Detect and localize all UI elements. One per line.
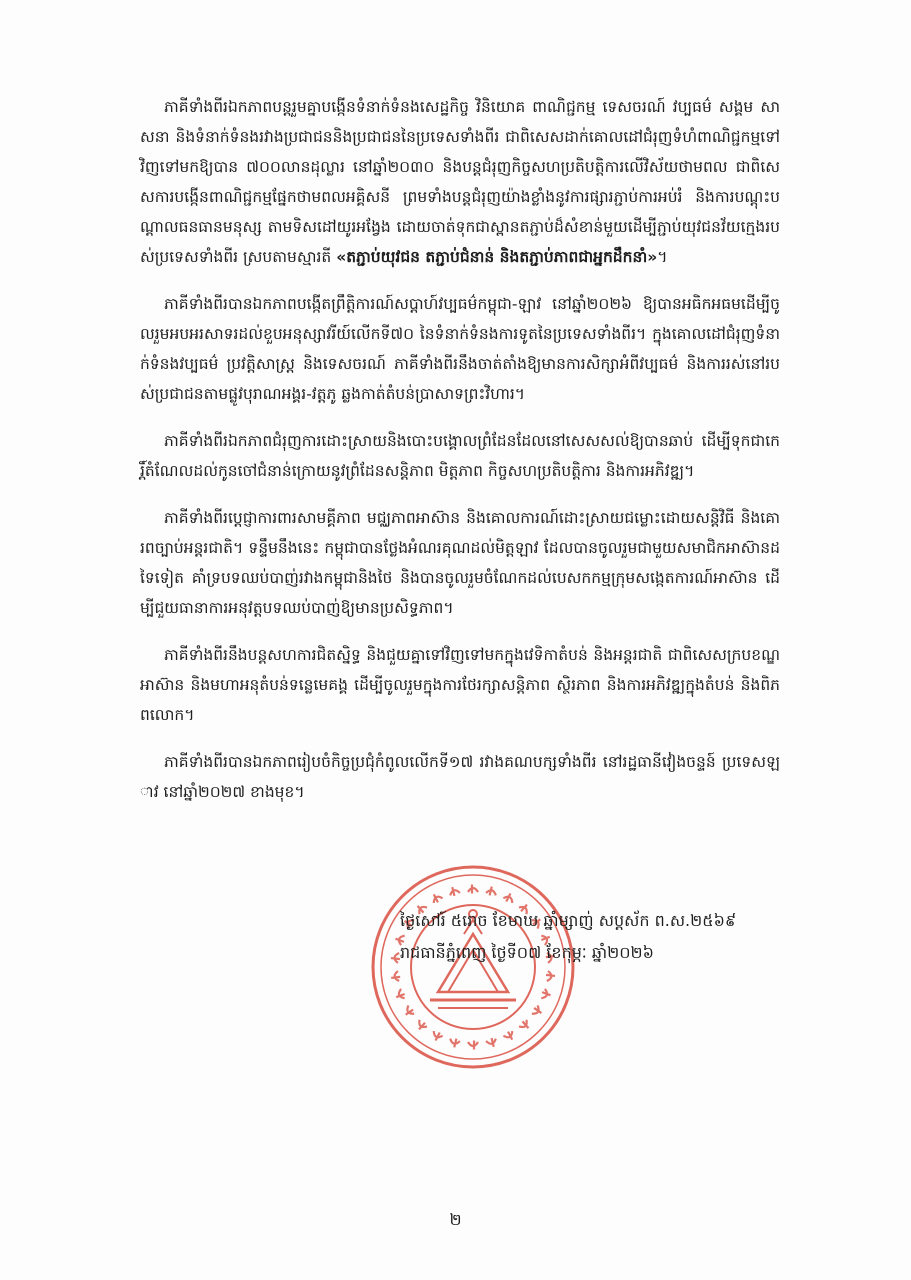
seal-lettering-mark xyxy=(468,1041,478,1050)
seal-lettering-mark xyxy=(415,1019,428,1032)
paragraph-text: ភាគីទាំងពីរនឹងបន្តសហការជិតស្និទ្ធ និងជួយគ្នាទៅវិញទៅមកក្នុងវេទិកាតំបន់ និងអន្តរជាតិ ជាពិសេសក្របខណ្ឌអាស៊ាន និងមហាអនុតំបន់ទន្លេមេគង្គ ដើម្បីចូលរួមក្នុងការថែរក្សាសន្តិភាព ស្ថិរភាព និងការអភិវឌ្ឍក្នុងតំបន់ និងពិភពលោក។ xyxy=(140,646,780,724)
paragraph-summit xyxy=(140,747,780,807)
paragraph-border xyxy=(140,426,780,486)
page-number: ២ xyxy=(449,1210,462,1229)
paragraph-text: ភាគីទាំងពីរបានឯកភាពបង្កើតព្រឹត្តិការណ៍សប្តាហ៍វប្បធម៌កម្ពុជា-ឡាវ នៅឆ្នាំ២០២៦ ឱ្យបានអធិកអធមដើម្បីចូលរួមអបអរសាទរដល់ខួបអនុស្សាវរីយ៍លើកទី៧០ នៃទំនាក់ទំនងការទូតនៃប្រទេសទាំងពីរ។ ក្នុងគោលដៅជំរុញទំនាក់ទំនងវប្បធម៌ ប្រវត្តិសាស្ត្រ និងទេសចរណ៍ ភាគីទាំងពីរនឹងចាត់តាំងឱ្យមានការសិក្សាអំពីវប្បធម៌ និងការរស់នៅរបស់ប្រជាជនតាមផ្លូវបុរាណអង្គរ-វត្តភូ ឆ្លងកាត់តំបន់ប្រាសាទព្រះវិហារ។ xyxy=(140,295,780,403)
paragraph-text: ភាគីទាំងពីរបានឯកភាពរៀបចំកិច្ចប្រជុំកំពូលលើកទី១៧ រវាងគណបក្សទាំងពីរ នៅរដ្ឋធានីវៀងចន្ទន៍ ប្រទេសឡាវ នៅឆ្នាំ២០២៧ ខាងមុខ។ xyxy=(140,753,780,801)
paragraph-asean-solidarity xyxy=(140,503,780,623)
date-lunar: ថ្ងៃសៅរ៍ ៥រោច ខែមាឃ ឆ្នាំម្សាញ់ សប្តស័ក ព.ស.២៥៦៩ xyxy=(400,911,737,930)
paragraph-tail: ។ xyxy=(657,248,668,266)
paragraph-text: ភាគីទាំងពីរឯកភាពជំរុញការដោះស្រាយនិងបោះបង្គោលព្រំដែនដែលនៅសេសសល់ឱ្យបានឆាប់ ដើម្បីទុកជាកេរ្តិ៍តំណែលដល់កូនចៅជំនាន់ក្រោយនូវព្រំដែនសន្តិភាព មិត្តភាព កិច្ចសហប្រតិបត្តិការ និងការអភិវឌ្ឍ។ xyxy=(140,432,780,480)
seal-lettering-mark xyxy=(518,1019,531,1032)
slogan-text: «តភ្ជាប់យុវជន តភ្ជាប់ជំនាន់ និងតភ្ជាប់ភាពជាអ្នកដឹកនាំ» xyxy=(336,248,658,266)
seal-lettering-mark xyxy=(402,1005,415,1018)
seal-lettering-mark xyxy=(448,886,460,897)
seal-lettering-mark xyxy=(430,892,443,905)
seal-lettering-mark xyxy=(448,1037,460,1048)
paragraph-cultural-week xyxy=(140,289,780,409)
seal-lettering-mark xyxy=(430,1030,443,1043)
seal-lettering-mark xyxy=(503,1030,516,1043)
date-solar: រាជធានីភ្នំពេញ ថ្ងៃទី០៧ ខែកុម្ភៈ ឆ្នាំ២០២៦ xyxy=(400,943,654,962)
seal-lettering-mark xyxy=(486,1037,498,1048)
seal-lettering-mark xyxy=(468,885,478,894)
seal-lettering-mark xyxy=(540,988,552,1001)
seal-lettering-mark xyxy=(390,971,400,982)
seal-lettering-mark xyxy=(486,886,498,897)
paragraph-regional-cooperation xyxy=(140,640,780,730)
paragraph-text: ភាគីទាំងពីរប្តេជ្ញាការពារសាមគ្គីភាព មជ្ឈភាពអាស៊ាន និងគោលការណ៍ដោះស្រាយជម្លោះដោយសន្តិវិធី និងគោរពច្បាប់អន្តរជាតិ។ ទន្ទឹមនឹងនេះ កម្ពុជាបានថ្លែងអំណរគុណដល់មិត្តឡាវ ដែលបានចូលរួមជាមួយសមាជិកអាស៊ានដទៃទៀត គាំទ្របទឈប់បាញ់រវាងកម្ពុជានិងថៃ និងបានចូលរួមចំណែកដល់បេសកកម្មក្រុមសង្កេតការណ៍អាស៊ាន ដើម្បីជួយធានាការអនុវត្តបទឈប់បាញ់ឱ្យមានប្រសិទ្ធភាព។ xyxy=(140,509,780,617)
seal-lettering-mark xyxy=(503,892,516,905)
seal-lettering-mark xyxy=(545,971,555,982)
document-body xyxy=(140,92,780,824)
paragraph-text: ភាគីទាំងពីរឯកភាពបន្តរួមគ្នាបង្កើនទំនាក់ទំនងសេដ្ឋកិច្ច វិនិយោគ ពាណិជ្ជកម្ម ទេសចរណ៍ វប្បធម៌ សង្គម សាសនា និងទំនាក់ទំនងរវាងប្រជាជននិងប្រជាជននៃប្រទេសទាំងពីរ ជាពិសេសដាក់គោលដៅជំរុញទំហំពាណិជ្ជកម្មទៅវិញទៅមកឱ្យបាន ៧០០លានដុល្លារ នៅឆ្នាំ២០៣០ និងបន្តជំរុញកិច្ចសហប្រតិបត្តិការលើវិស័យថាមពល ជាពិសេសការបង្កើនពាណិជ្ជកម្មផ្នែកថាមពលអគ្គិសនី ព្រមទាំងបន្តជំរុញយ៉ាងខ្លាំងនូវការផ្សារភ្ជាប់ការអប់រំ និងការបណ្តុះបណ្តាលធនធានមនុស្ស តាមទិសដៅយូរអង្វែង ដោយចាត់ទុកជាស្ពានតភ្ជាប់ដ៏សំខាន់មួយដើម្បីភ្ជាប់យុវជនវ័យក្មេងរបស់ប្រទេសទាំងពីរ ស្របតាមស្មារតី xyxy=(140,98,780,266)
paragraph-youth-cooperation xyxy=(140,92,780,272)
seal-lettering-mark xyxy=(531,1005,544,1018)
seal-lettering-mark xyxy=(394,988,406,1001)
signature-block xyxy=(400,905,820,969)
